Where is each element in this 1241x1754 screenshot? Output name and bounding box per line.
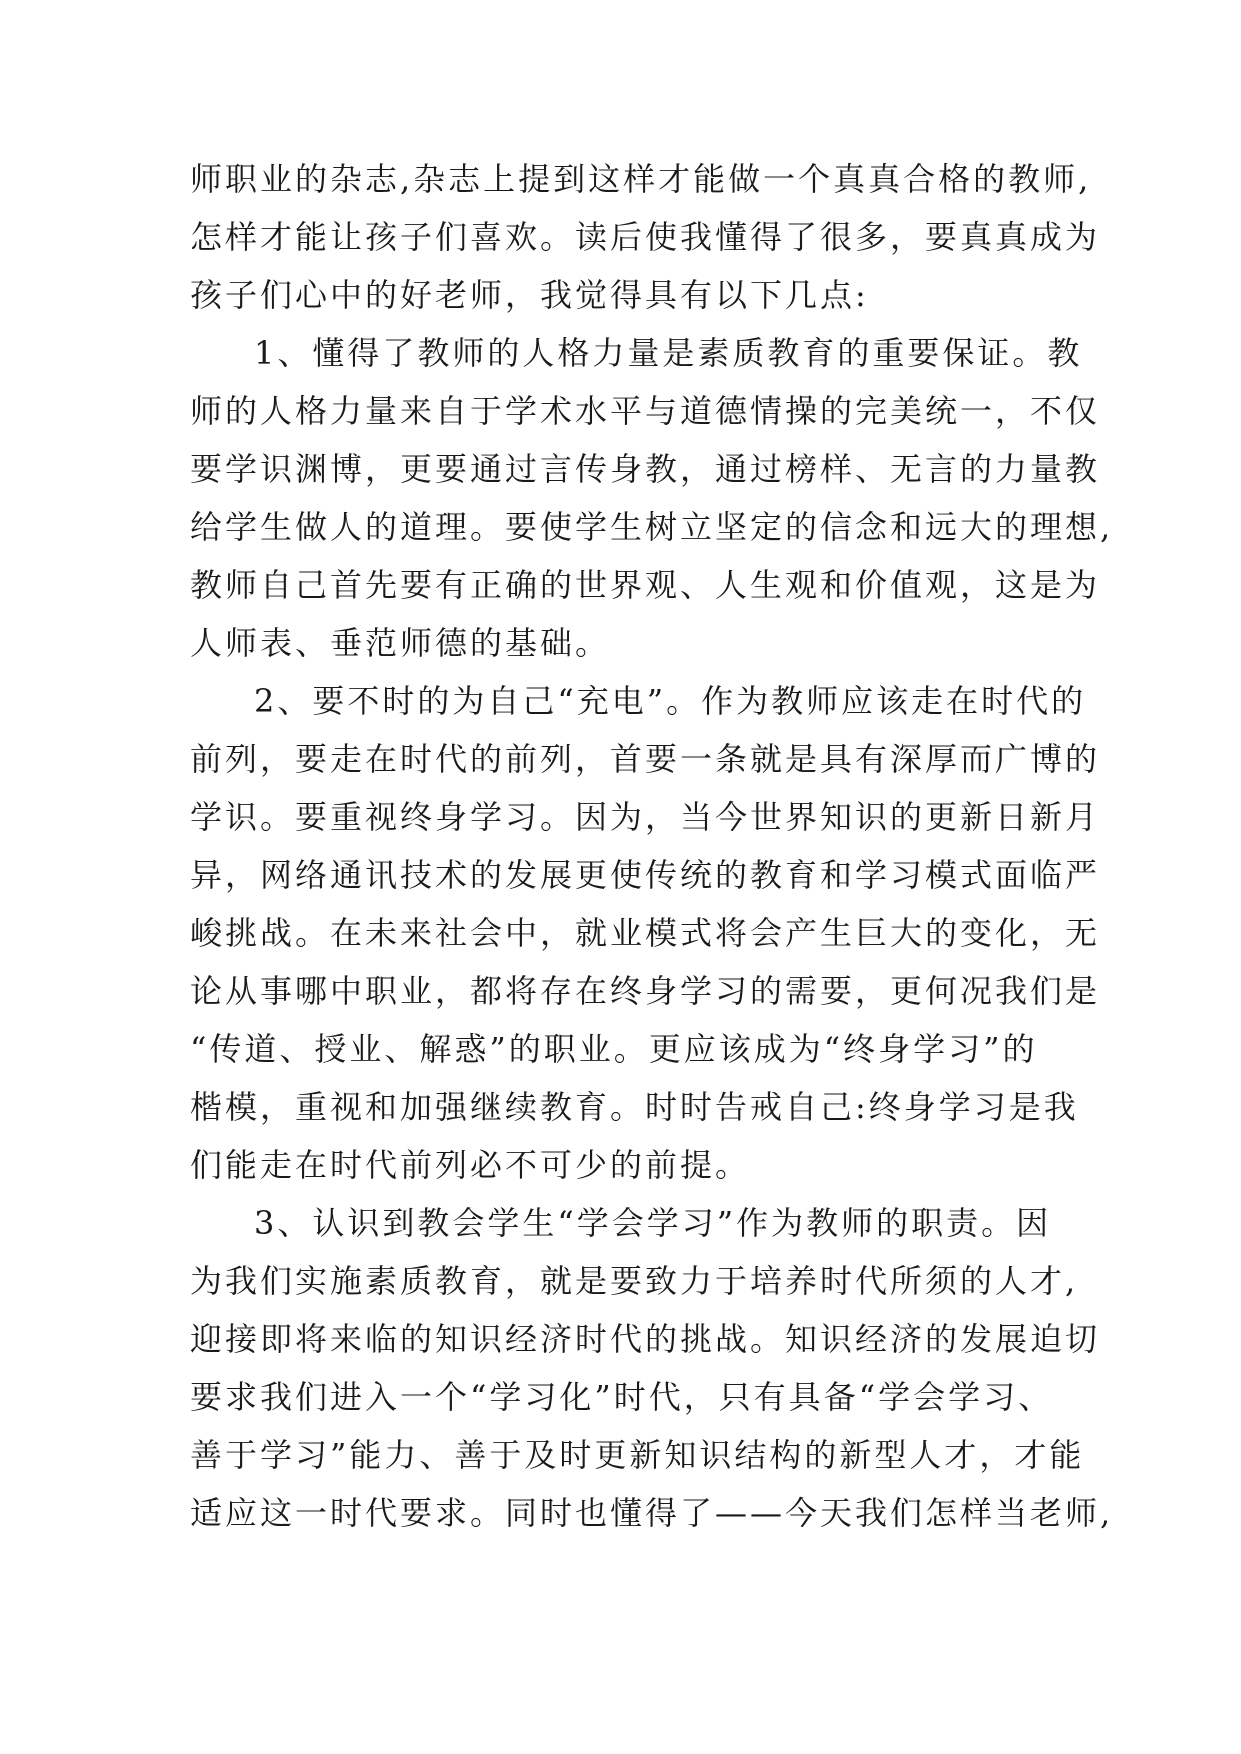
- text-line: 适应这一时代要求。同时也懂得了——今天我们怎样当老师,: [190, 1494, 1114, 1532]
- text-line: 异，网络通讯技术的发展更使传统的教育和学习模式面临严: [190, 856, 1101, 894]
- text-line: 师职业的杂志,杂志上提到这样才能做一个真真合格的教师,: [190, 160, 1092, 198]
- text-line: 要学识渊博，更要通过言传身教，通过榜样、无言的力量教: [190, 450, 1101, 488]
- text-line: 人师表、垂范师德的基础。: [190, 624, 611, 662]
- text-line: 教师自己首先要有正确的世界观、人生观和价值观，这是为: [190, 566, 1101, 604]
- paragraph-start-line: 2、要不时的为自己“充电”。作为教师应该走在时代的: [254, 682, 1087, 720]
- paragraph-start-line: 3、认识到教会学生“学会学习”作为教师的职责。因: [254, 1204, 1052, 1242]
- text-line: 给学生做人的道理。要使学生树立坚定的信念和远大的理想,: [190, 508, 1114, 546]
- text-line: 学识。要重视终身学习。因为，当今世界知识的更新日新月: [190, 798, 1101, 836]
- text-line: 师的人格力量来自于学术水平与道德情操的完美统一，不仅: [190, 392, 1101, 430]
- text-line: 为我们实施素质教育，就是要致力于培养时代所须的人才,: [190, 1262, 1079, 1300]
- body-text: [190, 150, 1114, 1542]
- text-line: 怎样才能让孩子们喜欢。读后使我懂得了很多，要真真成为: [190, 218, 1101, 256]
- text-line: 孩子们心中的好老师，我觉得具有以下几点:: [190, 276, 869, 314]
- text-line: 楷模，重视和加强继续教育。时时告戒自己:终身学习是我: [190, 1088, 1079, 1126]
- paragraph-start-line: 1、懂得了教师的人格力量是素质教育的重要保证。教: [254, 334, 1083, 372]
- text-line: 前列，要走在时代的前列，首要一条就是具有深厚而广博的: [190, 740, 1101, 778]
- text-line: 迎接即将来临的知识经济时代的挑战。知识经济的发展迫切: [190, 1320, 1101, 1358]
- text-line: 善于学习”能力、善于及时更新知识结构的新型人才，才能: [190, 1436, 1085, 1474]
- text-line: 们能走在时代前列必不可少的前提。: [190, 1146, 751, 1184]
- text-line: 论从事哪中职业，都将存在终身学习的需要，更何况我们是: [190, 972, 1101, 1010]
- text-line: 峻挑战。在未来社会中，就业模式将会产生巨大的变化，无: [190, 914, 1101, 952]
- text-line: 要求我们进入一个“学习化”时代，只有具备“学会学习、: [190, 1378, 1054, 1416]
- text-line: “传道、授业、解惑”的职业。更应该成为“终身学习”的: [190, 1030, 1038, 1068]
